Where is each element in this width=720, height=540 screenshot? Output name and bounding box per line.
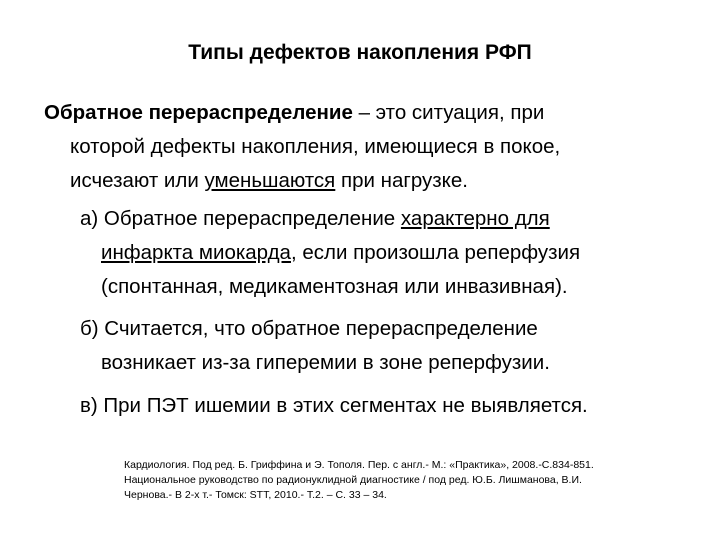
item-b-line-1: б) Считается, что обратное перераспределение	[80, 317, 538, 340]
intro-line-3	[44, 164, 560, 198]
item-a	[80, 202, 580, 304]
intro-line-3-pre: исчезают или	[70, 169, 205, 192]
intro-line-3-post: при нагрузке.	[335, 169, 468, 192]
item-b-line-2: возникает из-за гиперемии в зоне реперфузии.	[101, 351, 550, 374]
intro-line-2: которой дефекты накопления, имеющиеся в покое,	[70, 135, 561, 158]
item-a-underlined-2: инфаркта миокарда	[101, 241, 291, 264]
item-a-line-1	[80, 202, 580, 236]
reference-line-1: Кардиология. Под ред. Б. Гриффина и Э. Тополя. Пер. с англ.- М.: «Практика», 2008.-С.834-851.	[124, 459, 594, 471]
reference-line-3: Чернова.- В 2-х т.- Томск: STT, 2010.- Т.2. – С. 33 – 34.	[124, 489, 387, 501]
item-a-line-2	[80, 236, 580, 270]
intro-lead-term: Обратное перераспределение	[44, 101, 353, 124]
intro-lead-rest: – это ситуация, при	[352, 101, 545, 124]
slide-title: Типы дефектов накопления РФП	[188, 41, 532, 64]
item-a-line-3: (спонтанная, медикаментозная или инвазивная).	[101, 275, 568, 298]
intro-line-1	[44, 96, 560, 130]
item-c-line-1: в) При ПЭТ ишемии в этих сегментах не выявляется.	[80, 394, 588, 417]
intro-underlined-word: уменьшаются	[204, 169, 336, 192]
item-b	[80, 312, 550, 380]
item-a-underlined-1: характерно для	[400, 207, 550, 230]
reference-line-2: Национальное руководство по радионуклидной диагностике / под ред. Ю.Б. Лишманова, В.И.	[124, 474, 582, 486]
item-c	[80, 389, 588, 423]
intro-paragraph	[44, 96, 560, 198]
references	[124, 458, 594, 503]
item-a-line-1-pre: а) Обратное перераспределение	[80, 207, 401, 230]
item-a-line-2-post: , если произошла реперфузия	[290, 241, 581, 264]
